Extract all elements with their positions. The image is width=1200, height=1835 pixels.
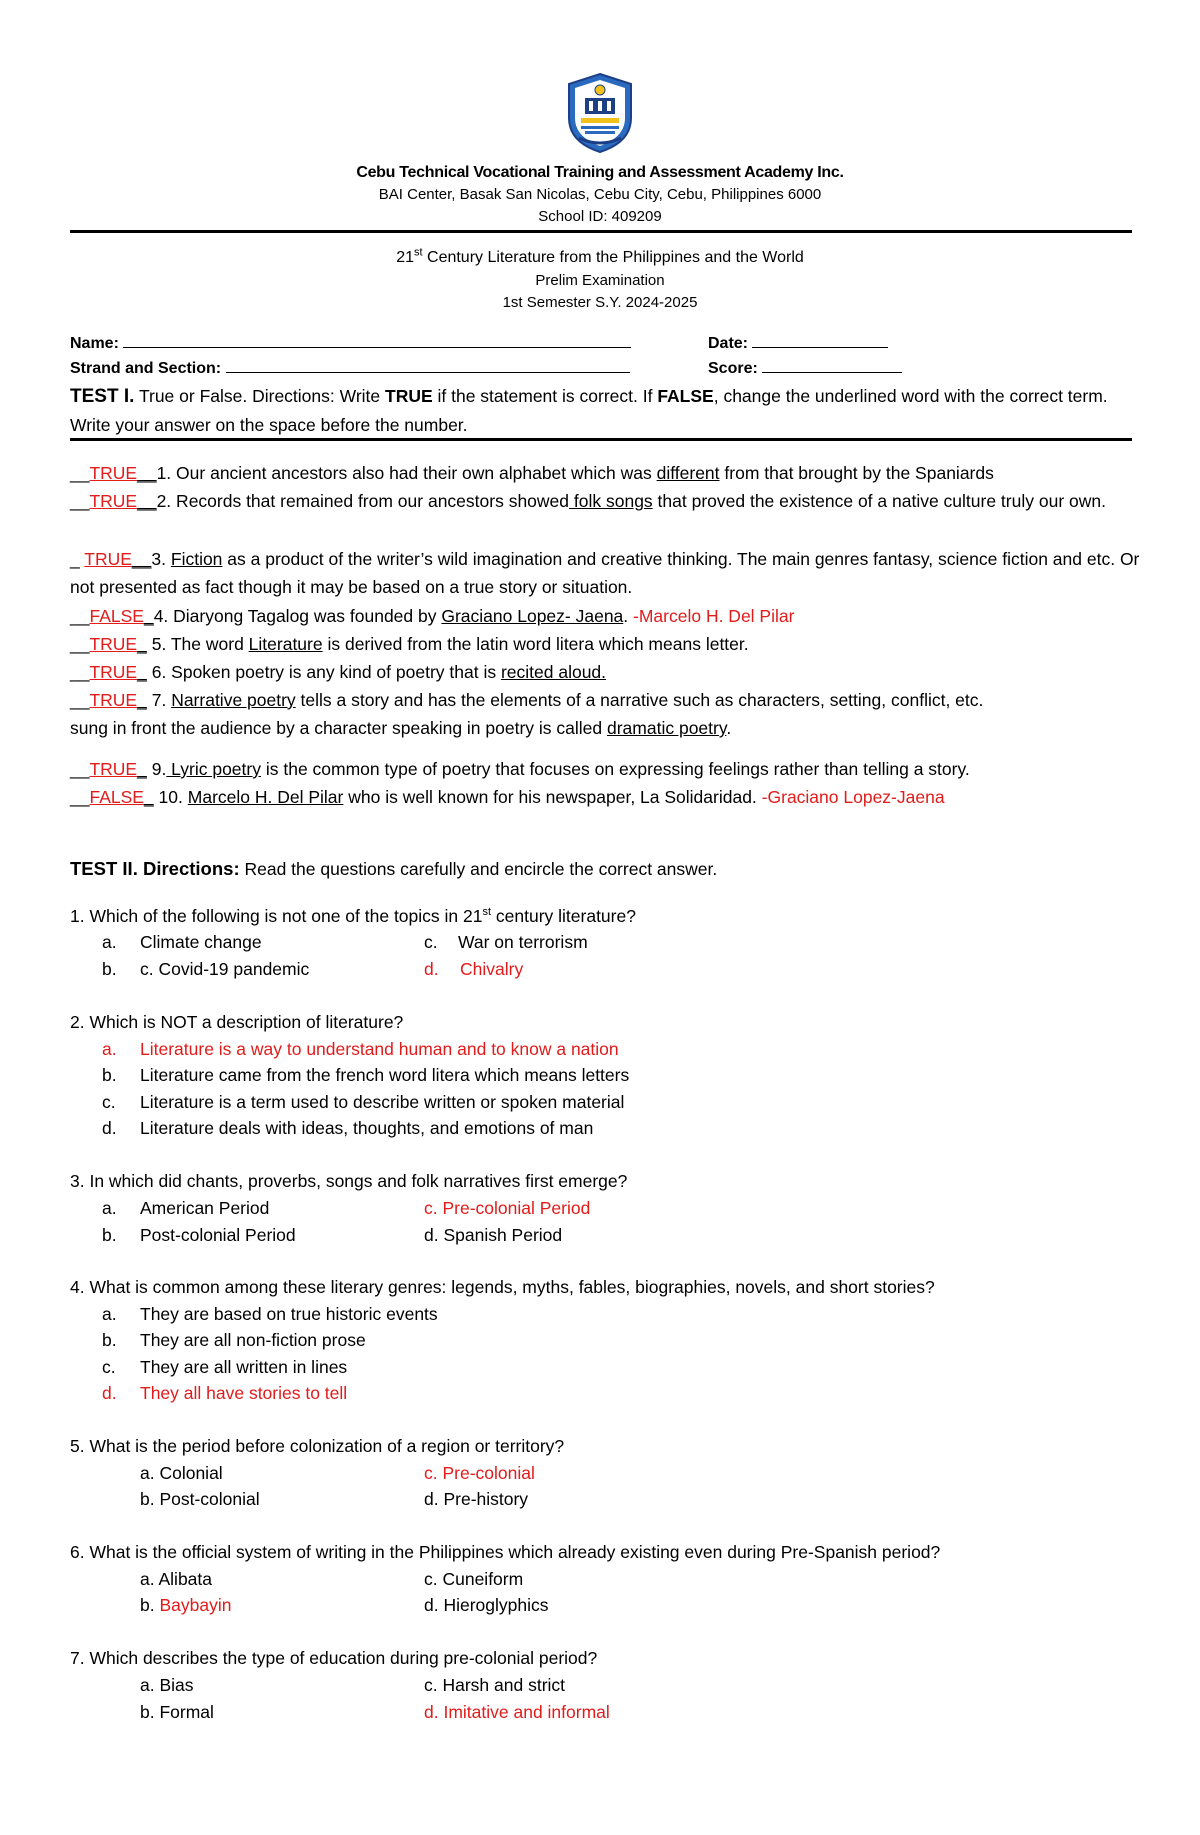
option-letter: b. bbox=[140, 1595, 160, 1615]
tf-item bbox=[70, 630, 1140, 658]
option[interactable] bbox=[102, 1354, 348, 1380]
option-correct[interactable] bbox=[140, 1592, 231, 1618]
semester: 1st Semester S.Y. 2024-2025 bbox=[502, 294, 698, 311]
correction: -Graciano Lopez-Jaena bbox=[761, 787, 945, 807]
underlined-term: different bbox=[656, 463, 720, 483]
answer[interactable]: TRUE bbox=[89, 463, 138, 483]
blank-post: __ bbox=[131, 549, 152, 569]
header-divider bbox=[70, 230, 1132, 233]
tf-item bbox=[70, 686, 1140, 714]
option-letter: d. bbox=[102, 1118, 117, 1138]
option-text: War on terrorism bbox=[458, 932, 588, 952]
school-id: School ID: 409209 bbox=[538, 208, 662, 225]
item-text-end: . bbox=[623, 606, 634, 626]
item-text: Diaryong Tagalog was founded by bbox=[168, 606, 442, 626]
blank-post: _ bbox=[137, 759, 147, 779]
option-text: Chivalry bbox=[460, 959, 524, 979]
test1-dir-b: if the statement is correct. If bbox=[432, 386, 658, 406]
option-text: Literature is a way to understand human and to know a nation bbox=[140, 1039, 619, 1059]
underlined-term: dramatic poetry bbox=[607, 718, 727, 738]
option[interactable]: a. Bias bbox=[140, 1675, 194, 1695]
option[interactable] bbox=[102, 956, 310, 982]
test1-divider bbox=[70, 438, 1132, 441]
item-number: 2. bbox=[156, 491, 172, 511]
blank-post: __ bbox=[137, 491, 157, 511]
option[interactable] bbox=[424, 929, 588, 955]
question: 2. Which is NOT a description of literature? bbox=[70, 1012, 404, 1032]
option-letter: a. bbox=[102, 932, 117, 952]
item-text: Spoken poetry is any kind of poetry that is bbox=[166, 662, 501, 682]
subject-number: 21 bbox=[396, 249, 414, 266]
item-text-end: from that brought by the Spaniards bbox=[719, 463, 994, 483]
item-text: The word bbox=[166, 634, 249, 654]
item-text-end: that proved the existence of a native culture truly our own. bbox=[652, 491, 1106, 511]
option-letter: b. bbox=[102, 959, 117, 979]
tf-item-continued bbox=[70, 714, 1140, 742]
option-letter: c. bbox=[424, 932, 438, 952]
tf-item bbox=[70, 602, 1140, 630]
item-number: 10. bbox=[153, 787, 183, 807]
item-number: 3. bbox=[151, 549, 166, 569]
correction: -Marcelo H. Del Pilar bbox=[633, 606, 795, 626]
score-field[interactable] bbox=[708, 358, 902, 378]
blank-pre: __ bbox=[70, 787, 90, 807]
question: 7. Which describes the type of education during pre-colonial period? bbox=[70, 1648, 598, 1668]
underlined-term: Fiction bbox=[170, 549, 223, 569]
option-text: Post-colonial Period bbox=[140, 1225, 296, 1245]
test2-dir-text: Read the questions carefully and encircle the correct answer. bbox=[239, 859, 718, 879]
tf-item bbox=[70, 459, 1140, 487]
tf-item bbox=[70, 755, 1140, 783]
option-letter: a. bbox=[102, 1039, 117, 1059]
item-number: 7. bbox=[146, 690, 167, 710]
option-letter: b. bbox=[102, 1065, 117, 1085]
option[interactable]: c. Harsh and strict bbox=[424, 1675, 566, 1695]
tf-item bbox=[70, 545, 1140, 601]
underlined-term: recited aloud. bbox=[500, 662, 607, 682]
option[interactable] bbox=[102, 929, 262, 955]
option-letter: c. bbox=[102, 1357, 116, 1377]
tf-item bbox=[70, 783, 1140, 811]
option-text: Climate change bbox=[140, 932, 262, 952]
name-label: Name: bbox=[70, 335, 119, 352]
item-text: Records that remained from our ancestors showed bbox=[171, 491, 570, 511]
item-number: 6. bbox=[146, 662, 167, 682]
question bbox=[70, 903, 636, 929]
answer[interactable]: TRUE bbox=[84, 549, 132, 569]
blank-pre: __ bbox=[70, 759, 90, 779]
option[interactable]: b. Formal bbox=[140, 1702, 214, 1722]
score-line[interactable] bbox=[762, 358, 902, 373]
item-number: 1. bbox=[156, 463, 172, 483]
item-text: sung in front the audience by a character speaking in poetry is called bbox=[70, 718, 607, 738]
date-line[interactable] bbox=[752, 333, 888, 348]
option-text: Literature is a term used to describe written or spoken material bbox=[140, 1092, 625, 1112]
test2-directions bbox=[70, 858, 717, 880]
blank-pre: __ bbox=[70, 491, 90, 511]
underlined-term: folk songs bbox=[569, 491, 653, 511]
test1-dir-a: True or False. Directions: Write bbox=[134, 386, 385, 406]
item-text-end: who is well known for his newspaper, La Solidaridad. bbox=[343, 787, 762, 807]
answer[interactable]: FALSE bbox=[89, 787, 144, 807]
question: 5. What is the period before colonization of a region or territory? bbox=[70, 1436, 565, 1456]
option[interactable]: b. Post-colonial bbox=[140, 1489, 260, 1509]
strand-line[interactable] bbox=[226, 358, 630, 373]
blank-post: _ bbox=[137, 662, 147, 682]
name-field[interactable] bbox=[70, 333, 631, 353]
school-address: BAI Center, Basak San Nicolas, Cebu City, Cebu, Philippines 6000 bbox=[378, 186, 822, 203]
blank-post: _ bbox=[143, 787, 154, 807]
answer[interactable]: TRUE bbox=[89, 634, 138, 654]
date-field[interactable] bbox=[708, 333, 888, 353]
answer[interactable]: TRUE bbox=[89, 491, 138, 511]
option-letter: a. bbox=[102, 1198, 117, 1218]
option-correct[interactable]: d. Imitative and informal bbox=[424, 1702, 610, 1722]
item-number: 9. bbox=[146, 759, 167, 779]
option[interactable] bbox=[102, 1195, 270, 1221]
question-text-end: century literature? bbox=[491, 906, 636, 926]
option-correct[interactable]: c. Pre-colonial bbox=[424, 1463, 535, 1483]
question: 6. What is the official system of writing in the Philippines which already existing even during Pre-Spanish period? bbox=[70, 1542, 941, 1562]
option[interactable]: c. Cuneiform bbox=[424, 1569, 524, 1589]
answer[interactable]: TRUE bbox=[89, 690, 138, 710]
item-text-end: as a product of the writer’s wild imagination and creative thinking. The main genres fantasy, science fiction and etc. Or not presented as fact though it may be based on a true story or situation. bbox=[70, 549, 1140, 597]
underlined-term: Narrative poetry bbox=[171, 690, 296, 710]
subject-name: Century Literature from the Philippines and the World bbox=[422, 249, 804, 266]
test1-false-word: FALSE bbox=[657, 386, 714, 406]
option-letter: b. bbox=[102, 1330, 117, 1350]
item-text-end: is derived from the latin word litera which means letter. bbox=[322, 634, 749, 654]
subject-title bbox=[70, 246, 1130, 267]
tf-item bbox=[70, 487, 1140, 515]
option-text: They are all written in lines bbox=[140, 1357, 348, 1377]
date-label: Date: bbox=[708, 335, 749, 352]
subject-sup: st bbox=[414, 246, 423, 259]
option-letter: d. bbox=[102, 1383, 117, 1403]
option-text: Literature deals with ideas, thoughts, and emotions of man bbox=[140, 1118, 594, 1138]
option-text: They are based on true historic events bbox=[140, 1304, 438, 1324]
option-text: American Period bbox=[140, 1198, 270, 1218]
option[interactable]: d. Pre-history bbox=[424, 1489, 529, 1509]
item-number: 4. bbox=[153, 606, 169, 626]
blank-post: __ bbox=[137, 463, 157, 483]
option-letter: d. bbox=[424, 959, 439, 979]
underlined-term: Literature bbox=[248, 634, 323, 654]
blank-pre: __ bbox=[70, 690, 90, 710]
option-correct[interactable] bbox=[102, 1380, 348, 1406]
exam-type: Prelim Examination bbox=[535, 272, 665, 289]
option[interactable] bbox=[102, 1089, 625, 1115]
item-text-end: tells a story and has the elements of a narrative such as characters, setting, conflict, etc. bbox=[295, 690, 984, 710]
option-correct[interactable]: c. Pre-colonial Period bbox=[424, 1198, 591, 1218]
question-text: 1. Which of the following is not one of the topics in 21 bbox=[70, 906, 483, 926]
option[interactable]: a. Alibata bbox=[140, 1569, 212, 1589]
option[interactable] bbox=[102, 1222, 296, 1248]
blank-pre: __ bbox=[70, 662, 90, 682]
option-text: Literature came from the french word litera which means letters bbox=[140, 1065, 630, 1085]
school-logo bbox=[565, 72, 635, 154]
option-letter: a. bbox=[102, 1304, 117, 1324]
test2-title: TEST II. Directions: bbox=[70, 858, 240, 879]
test1-title: TEST I. bbox=[70, 386, 135, 407]
name-line[interactable] bbox=[123, 333, 631, 348]
school-name: Cebu Technical Vocational Training and Assessment Academy Inc. bbox=[356, 164, 844, 181]
question: 4. What is common among these literary genres: legends, myths, fables, biographies, novels, and short stories? bbox=[70, 1277, 935, 1297]
underlined-term: Marcelo H. Del Pilar bbox=[187, 787, 344, 807]
answer[interactable]: TRUE bbox=[89, 662, 138, 682]
blank-post: _ bbox=[143, 606, 154, 626]
question: 3. In which did chants, proverbs, songs and folk narratives first emerge? bbox=[70, 1171, 628, 1191]
test1-directions bbox=[70, 382, 1130, 439]
option-correct[interactable] bbox=[102, 1036, 619, 1062]
option[interactable] bbox=[102, 1301, 438, 1327]
option-correct[interactable] bbox=[424, 956, 524, 982]
item-text-end: . bbox=[726, 718, 732, 738]
option-letter: c. bbox=[102, 1092, 116, 1112]
option-text: Baybayin bbox=[159, 1595, 232, 1615]
answer[interactable]: TRUE bbox=[89, 759, 138, 779]
blank-pre: __ bbox=[70, 463, 90, 483]
underlined-term: Graciano Lopez- Jaena bbox=[441, 606, 624, 626]
item-number: 5. bbox=[146, 634, 167, 654]
blank-pre: __ bbox=[70, 606, 90, 626]
strand-label: Strand and Section: bbox=[70, 360, 222, 377]
option[interactable]: a. Colonial bbox=[140, 1463, 223, 1483]
test1-true-word: TRUE bbox=[385, 386, 433, 406]
option[interactable]: d. Spanish Period bbox=[424, 1225, 563, 1245]
blank-post: _ bbox=[137, 690, 147, 710]
tf-item bbox=[70, 658, 1140, 686]
option-text: They all have stories to tell bbox=[140, 1383, 348, 1403]
item-text: Our ancient ancestors also had their own alphabet which was bbox=[171, 463, 657, 483]
option[interactable] bbox=[102, 1327, 366, 1353]
blank-pre: __ bbox=[70, 634, 90, 654]
blank-pre: _ bbox=[70, 549, 85, 569]
strand-field[interactable] bbox=[70, 358, 630, 378]
item-text-end: is the common type of poetry that focuses on expressing feelings rather than telling a story. bbox=[260, 759, 970, 779]
option[interactable] bbox=[102, 1115, 594, 1141]
underlined-term: Lyric poetry bbox=[166, 759, 261, 779]
score-label: Score: bbox=[708, 360, 758, 377]
option[interactable]: d. Hieroglyphics bbox=[424, 1595, 549, 1615]
option-text: c. Covid-19 pandemic bbox=[140, 959, 310, 979]
option[interactable] bbox=[102, 1062, 630, 1088]
blank-post: _ bbox=[137, 634, 147, 654]
option-text: They are all non-fiction prose bbox=[140, 1330, 366, 1350]
option-letter: b. bbox=[102, 1225, 117, 1245]
question-sup: st bbox=[482, 906, 492, 919]
test1-dir-c: , change the underlined word with the correct term. Write your answer on the space before the number. bbox=[70, 386, 1108, 435]
answer[interactable]: FALSE bbox=[89, 606, 144, 626]
